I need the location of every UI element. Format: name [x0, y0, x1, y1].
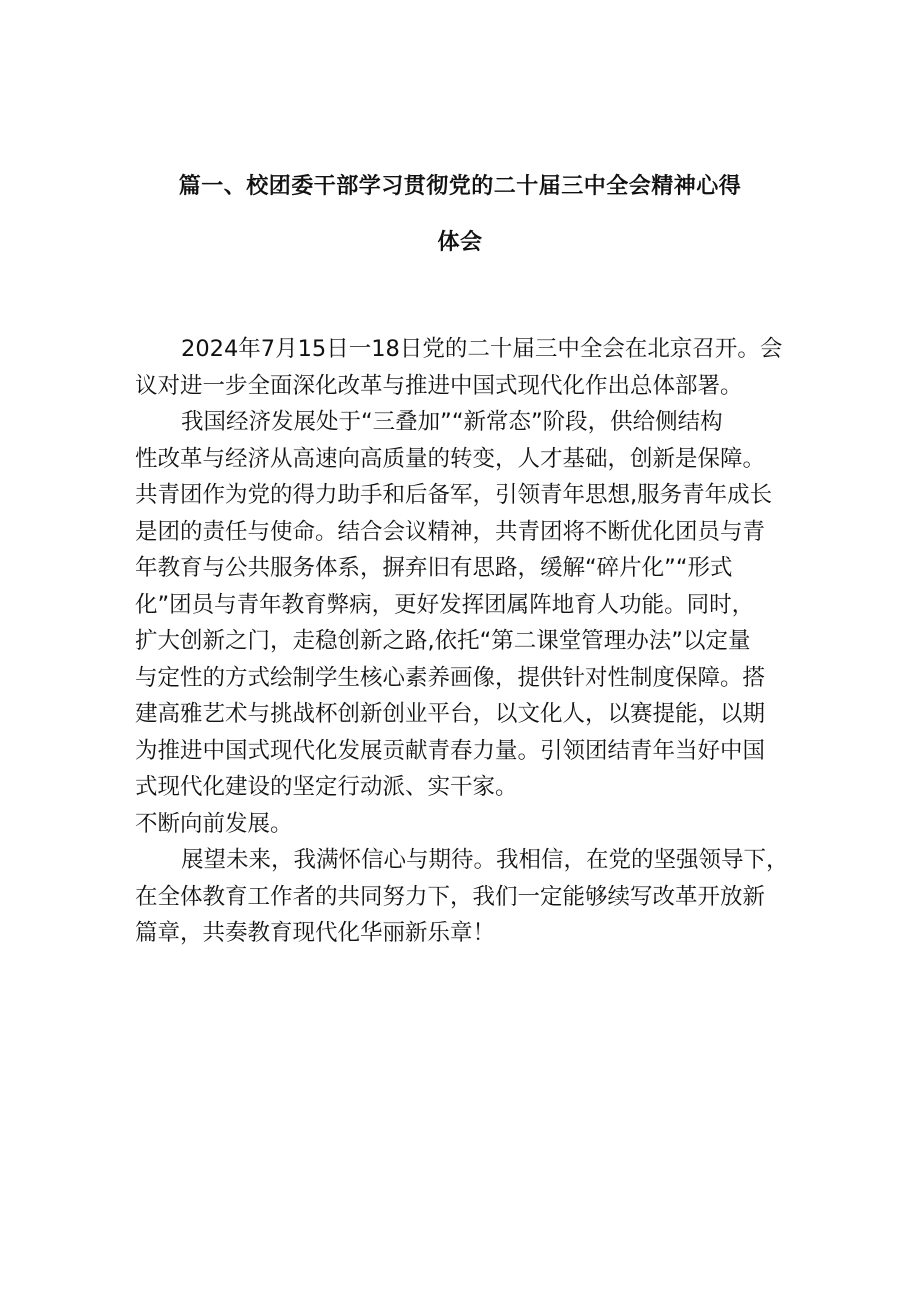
body-line-6: 是团的责任与使命。结合会议精神，共青团将不断优化团员与青: [135, 518, 766, 545]
body-line-4: 性改革与经济从高速向高质量的转变，人才基础，创新是保障。: [135, 445, 766, 472]
body-line-14: 不断向前发展。: [135, 810, 293, 837]
body-line-3: 我国经济发展处于“三叠加”“新常态”阶段，供给侧结构: [181, 409, 723, 435]
body-line-12: 为推进中国式现代化发展贡献青春力量。引领团结青年当好中国: [135, 737, 766, 764]
body-line-1: 2024年7月15日一18日党的二十届三中全会在北京召开。会: [181, 336, 783, 362]
body-line-10: 与定性的方式绘制学生核心素养画像，提供针对性制度保障。搭: [135, 664, 766, 691]
body-line-15: 展望未来，我满怀信心与期待。我相信，在党的坚强领导下，: [181, 847, 789, 873]
body-line-9: 扩大创新之门，走稳创新之路,依托“第二课堂管理办法”以定量: [135, 628, 751, 654]
body-line-16: 在全体教育工作者的共同努力下，我们一定能够续写改革开放新: [135, 883, 766, 910]
body-line-8: 化”团员与青年教育弊病，更好发挥团属阵地育人功能。同时，: [135, 591, 755, 618]
document-title-line-1: 篇一、校团委干部学习贯彻党的二十届三中全会精神心得: [178, 174, 742, 199]
body-line-7: 年教育与公共服务体系，摒弃旧有思路，缓解“碎片化”“形式: [135, 555, 733, 581]
body-line-2: 议对进一步全面深化改革与推进中国式现代化作出总体部署。: [135, 372, 743, 399]
document-body: [135, 331, 795, 952]
body-line-5: 共青团作为党的得力助手和后备军，引领青年思想,服务青年成长: [135, 482, 773, 508]
body-line-11: 建高雅艺术与挑战杯创新创业平台，以文化人，以赛提能，以期: [135, 701, 766, 727]
body-line-13: 式现代化建设的坚定行动派、实干家。: [135, 774, 518, 800]
document-title-line-2: 体会: [437, 230, 483, 255]
body-line-17: 篇章，共奏教育现代化华丽新乐章！: [135, 920, 496, 946]
